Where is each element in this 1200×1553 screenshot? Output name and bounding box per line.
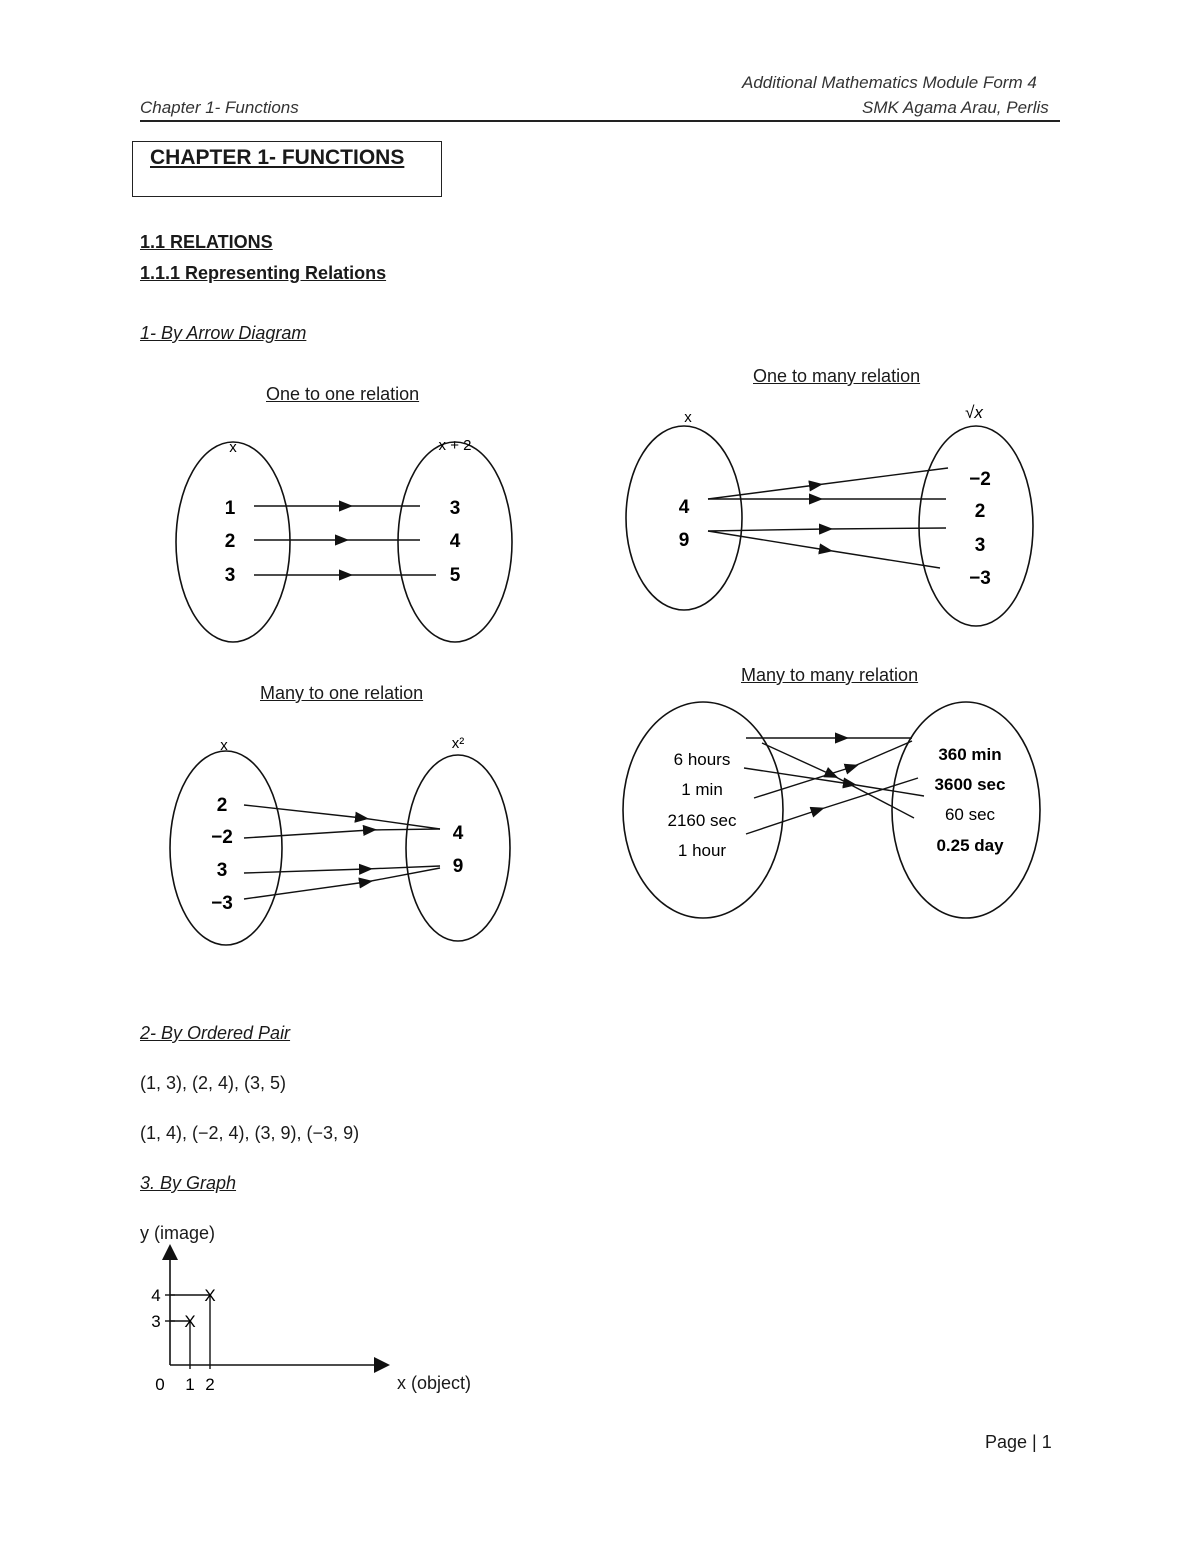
method-arrow-diagram: 1- By Arrow Diagram <box>140 323 307 343</box>
codomain-label: x² <box>451 735 465 752</box>
y-tick-label: 3 <box>151 1312 161 1331</box>
mapping-arrow <box>762 743 832 775</box>
domain-element: 1 <box>224 498 236 519</box>
one-to-one-title: One to one relation <box>266 384 420 404</box>
method-ordered-pair: 2- By Ordered Pair <box>140 1023 291 1043</box>
x-tick-label: 2 <box>205 1375 215 1394</box>
domain-set <box>623 702 783 918</box>
mapping-arrow <box>244 869 366 873</box>
graph-origin-label: 0 <box>155 1375 165 1394</box>
codomain-element: 360 min <box>938 745 1002 764</box>
mapping-arrow <box>244 830 370 838</box>
mapping-arrow <box>708 529 826 531</box>
domain-set <box>170 751 282 945</box>
domain-element: 1 min <box>681 780 723 799</box>
section-heading: 1.1 RELATIONS <box>140 232 273 252</box>
graph-point: X <box>184 1312 196 1331</box>
domain-element: −2 <box>211 827 233 848</box>
codomain-element: 4 <box>449 531 461 552</box>
domain-element: 4 <box>678 497 690 518</box>
many-to-many-diagram <box>623 702 1040 918</box>
mapping-arrow <box>244 805 362 818</box>
domain-element: 2160 sec <box>667 811 737 830</box>
codomain-element: 60 sec <box>944 805 996 824</box>
page-number: Page | 1 <box>985 1432 1052 1452</box>
codomain-element: 5 <box>449 565 461 586</box>
domain-element: 3 <box>224 565 236 586</box>
codomain-label: √x <box>965 403 983 422</box>
codomain-element: −3 <box>969 568 991 589</box>
ordered-pairs-many-to-one: (1, 4), (−2, 4), (3, 9), (−3, 9) <box>140 1123 360 1143</box>
domain-element: −3 <box>211 893 233 914</box>
many-to-many-title: Many to many relation <box>741 665 919 685</box>
subsection-heading: 1.1.1 Representing Relations <box>140 263 387 283</box>
graph-x-axis-label: x (object) <box>397 1373 472 1393</box>
codomain-element: 3 <box>974 535 986 556</box>
relation-graph <box>130 1240 400 1410</box>
mapping-arrow <box>708 531 826 550</box>
codomain-element: 9 <box>452 856 464 877</box>
one-to-one-diagram <box>176 437 512 642</box>
domain-label: x <box>220 737 228 754</box>
codomain-element: 2 <box>974 501 986 522</box>
ordered-pairs-one-to-one: (1, 3), (2, 4), (3, 5) <box>140 1073 287 1093</box>
domain-label: x <box>684 409 692 426</box>
domain-element: 2 <box>216 795 228 816</box>
codomain-element: 4 <box>452 823 464 844</box>
codomain-set <box>406 755 510 941</box>
one-to-many-title: One to many relation <box>753 366 921 386</box>
one-to-many-diagram <box>626 403 1033 626</box>
mapping-arrow <box>708 485 816 499</box>
domain-element: 1 hour <box>677 841 727 860</box>
domain-set <box>626 426 742 610</box>
codomain-label: x + 2 <box>438 437 472 454</box>
many-to-one-diagram <box>170 735 510 945</box>
graph-y-axis-label: y (image) <box>140 1223 216 1243</box>
many-to-one-title: Many to one relation <box>260 683 424 703</box>
domain-label: x <box>229 439 237 456</box>
domain-element: 3 <box>216 860 228 881</box>
codomain-element: 0.25 day <box>936 836 1004 855</box>
school-name: SMK Agama Arau, Perlis <box>862 98 1049 117</box>
chapter-running-head: Chapter 1- Functions <box>140 98 299 117</box>
domain-element: 9 <box>678 530 690 551</box>
graph-point: X <box>204 1286 216 1305</box>
module-title: Additional Mathematics Module Form 4 <box>742 73 1037 92</box>
mapping-arrow <box>244 882 366 899</box>
codomain-element: −2 <box>969 469 991 490</box>
domain-element: 2 <box>224 531 236 552</box>
chapter-title: CHAPTER 1- FUNCTIONS <box>150 146 405 169</box>
y-tick-label: 4 <box>151 1286 161 1305</box>
x-tick-label: 1 <box>185 1375 195 1394</box>
codomain-element: 3600 sec <box>934 775 1006 794</box>
codomain-set <box>919 426 1033 626</box>
domain-element: 6 hours <box>673 750 731 769</box>
codomain-element: 3 <box>449 498 461 519</box>
method-graph: 3. By Graph <box>140 1173 237 1193</box>
